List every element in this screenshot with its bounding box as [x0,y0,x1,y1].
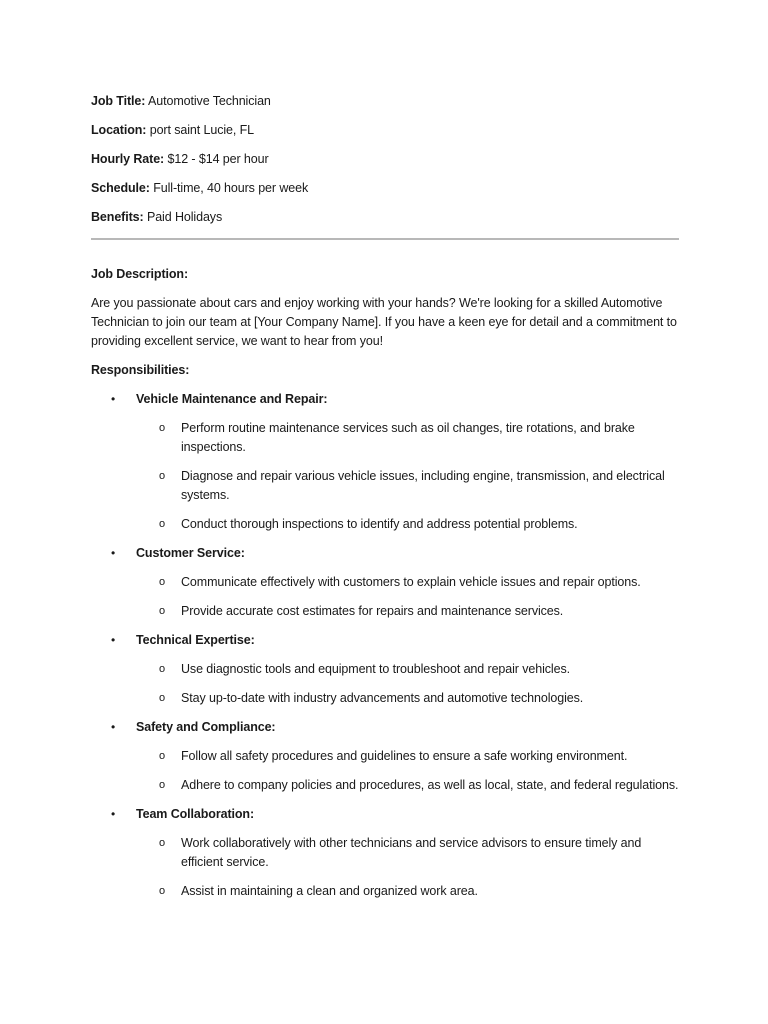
list-item-text: Provide accurate cost estimates for repairs and maintenance services. [181,604,564,618]
list-item-text: Diagnose and repair various vehicle issues, including engine, transmission, and electrical systems. [181,469,665,502]
circle-bullet-icon: o [159,750,166,762]
bullet-icon: • [111,633,116,647]
job-posting-document [91,92,681,911]
list-item [136,776,681,795]
bullet-icon: • [111,807,116,821]
bullet-icon: • [111,546,116,560]
circle-bullet-icon: o [159,692,166,704]
list-item-text: Communicate effectively with customers to explain vehicle issues and repair options. [181,575,641,589]
circle-bullet-icon: o [159,576,166,588]
field-value: port saint Lucie, FL [146,123,255,137]
circle-bullet-icon: o [159,663,166,675]
list-item-text: Follow all safety procedures and guidelines to ensure a safe working environment. [181,749,628,763]
responsibility-items [136,747,681,795]
responsibility-group [91,544,681,621]
field-schedule [91,179,681,198]
responsibility-group [91,805,681,901]
list-item-text: Adhere to company policies and procedures, as well as local, state, and federal regulations. [181,778,679,792]
responsibility-group [91,631,681,708]
field-value: Automotive Technician [145,94,271,108]
field-label: Location: [91,123,147,137]
responsibility-group [91,390,681,534]
circle-bullet-icon: o [159,470,166,482]
list-item [136,419,681,457]
list-item [136,573,681,592]
circle-bullet-icon: o [159,885,166,897]
responsibility-group-title: Customer Service: [136,546,245,560]
responsibility-group-title: Vehicle Maintenance and Repair: [136,392,328,406]
job-description-heading: Job Description: [91,267,189,281]
field-benefits [91,208,681,227]
bullet-icon: • [111,392,116,406]
list-item-text: Stay up-to-date with industry advancements and automotive technologies. [181,691,584,705]
list-item [136,747,681,766]
field-location [91,121,681,140]
list-item [136,515,681,534]
responsibility-items [136,419,681,534]
responsibilities-list [91,390,681,901]
field-label: Hourly Rate: [91,152,165,166]
circle-bullet-icon: o [159,779,166,791]
circle-bullet-icon: o [159,422,166,434]
responsibilities-heading: Responsibilities: [91,363,190,377]
list-item-text: Work collaboratively with other technicians and service advisors to ensure timely and efficient service. [181,836,642,869]
field-label: Schedule: [91,181,150,195]
list-item-text: Use diagnostic tools and equipment to troubleshoot and repair vehicles. [181,662,570,676]
responsibility-items [136,834,681,901]
list-item [136,689,681,708]
responsibility-group-title: Safety and Compliance: [136,720,276,734]
list-item [136,834,681,872]
circle-bullet-icon: o [159,518,166,530]
responsibility-group-title: Team Collaboration: [136,807,255,821]
field-hourly-rate [91,150,681,169]
field-value: $12 - $14 per hour [164,152,269,166]
list-item [136,660,681,679]
responsibility-items [136,573,681,621]
list-item-text: Conduct thorough inspections to identify and address potential problems. [181,517,578,531]
horizontal-divider [91,238,679,240]
field-value: Full-time, 40 hours per week [149,181,309,195]
list-item-text: Perform routine maintenance services such as oil changes, tire rotations, and brake inspections. [181,421,635,454]
list-item-text: Assist in maintaining a clean and organized work area. [181,884,478,898]
responsibility-group-title: Technical Expertise: [136,633,255,647]
list-item [136,602,681,621]
field-label: Job Title: [91,94,146,108]
field-label: Benefits: [91,210,144,224]
list-item [136,467,681,505]
responsibility-items [136,660,681,708]
field-job-title [91,92,681,111]
circle-bullet-icon: o [159,605,166,617]
responsibility-group [91,718,681,795]
circle-bullet-icon: o [159,837,166,849]
bullet-icon: • [111,720,116,734]
job-description-text: Are you passionate about cars and enjoy working with your hands? We're looking for a skilled Automotive Technician to join our team at [Your Company Name]. If you have a keen eye for detail and a commitment to providing excellent service, we want to hear from you! [91,296,677,348]
field-value: Paid Holidays [143,210,223,224]
list-item [136,882,681,901]
